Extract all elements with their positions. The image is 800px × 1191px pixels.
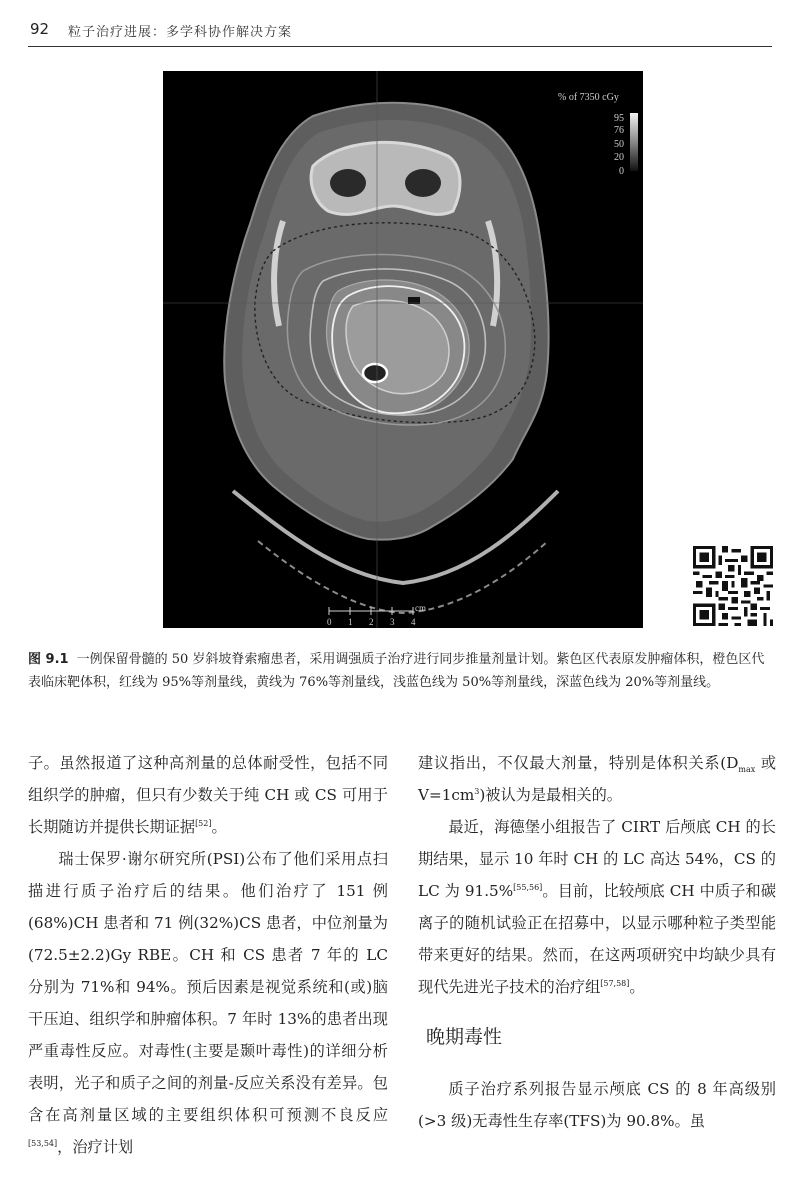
figure-label: 图 9.1 xyxy=(28,652,69,667)
scale-tick-label: 2 xyxy=(369,617,374,627)
legend-level: 20 xyxy=(614,152,624,163)
scale-tick-label: 4 xyxy=(411,617,416,627)
legend-title: % of 7350 cGy xyxy=(558,92,619,103)
legend-color-bar xyxy=(630,113,638,171)
paragraph: 瑞士保罗·谢尔研究所(PSI)公布了他们采用点扫描进行质子治疗后的结果。他们治疗了 151 例(68%)CH 患者和 71 例(32%)CS 患者，中位剂量为(72.5±2.2)Gy RBE。CH 和 CS 患者 7 年的 LC 分别为 71%和 94%。预后因素是视觉系统和(或)脑干压迫、组织学和肿瘤体积。7 年时 13%的患者出现严重毒性反应。对毒性(主要是颞叶毒性)的详细分析表明，光子和质子之间的剂量-反应关系没有差异。包含在高剂量区域的主要组织体积可预测不良反应[53,54]，治疗计划 xyxy=(28,850,388,1156)
page-number: 92 xyxy=(30,20,50,38)
scale-tick-label: 1 xyxy=(348,617,353,627)
legend-level: 0 xyxy=(619,166,624,177)
running-title: 粒子治疗进展：多学科协作解决方案 xyxy=(68,25,293,40)
ct-scan-image xyxy=(163,71,643,628)
right-column xyxy=(418,747,776,1137)
paragraph: 建议指出，不仅最大剂量，特别是体积关系($D_{max}$ 或 $V=1cm^3$)被认为是最相关的。 xyxy=(418,754,777,804)
scale-tick-label: 0 xyxy=(327,617,332,627)
qr-code-icon[interactable] xyxy=(693,546,773,626)
paragraph: 子。虽然报道了这种高剂量的总体耐受性，包括不同组织学的肿瘤，但只有少数关于纯 CH 或 CS 可用于长期随访并提供长期证据[52]。 xyxy=(28,754,388,836)
caption-text: 一例保留骨髓的 50 岁斜坡脊索瘤患者，采用调强质子治疗进行同步推量剂量计划。紫色区代表原发肿瘤体积，橙色区代表临床靶体积，红线为 95%等剂量线，黄线为 76%等剂量线，浅蓝色线为 50%等剂量线，深蓝色线为 20%等剂量线。 xyxy=(28,652,765,690)
citation: [57,58] xyxy=(600,978,630,988)
scale-tick-label: 3 xyxy=(390,617,395,627)
legend-level: 95 xyxy=(614,113,624,124)
left-column xyxy=(28,747,388,1163)
legend-level: 76 xyxy=(614,125,624,136)
citation: [55,56] xyxy=(513,882,543,892)
ct-dose-figure xyxy=(163,71,643,628)
scale-unit: cm xyxy=(415,603,426,613)
page-header xyxy=(28,20,772,47)
citation: [53,54] xyxy=(28,1138,58,1148)
section-heading: 晚期毒性 xyxy=(426,1026,503,1048)
legend-level: 50 xyxy=(614,139,624,150)
figure-caption xyxy=(28,648,774,694)
citation: [52] xyxy=(195,818,212,828)
paragraph: 质子治疗系列报告显示颅底 CS 的 8 年高级别(>3 级)无毒性生存率(TFS)为 90.8%。虽 xyxy=(418,1080,776,1130)
paragraph: 最近，海德堡小组报告了 CIRT 后颅底 CH 的长期结果，显示 10 年时 CH 的 LC 高达 54%，CS 的 LC 为 91.5%[55,56]。目前，比较颅底 CH 中质子和碳离子的随机试验正在招募中，以显示哪种粒子类型能带来更好的结果。然而，在这两项研究中均缺少具有现代先进光子技术的治疗组[57,58]。 xyxy=(418,818,777,996)
